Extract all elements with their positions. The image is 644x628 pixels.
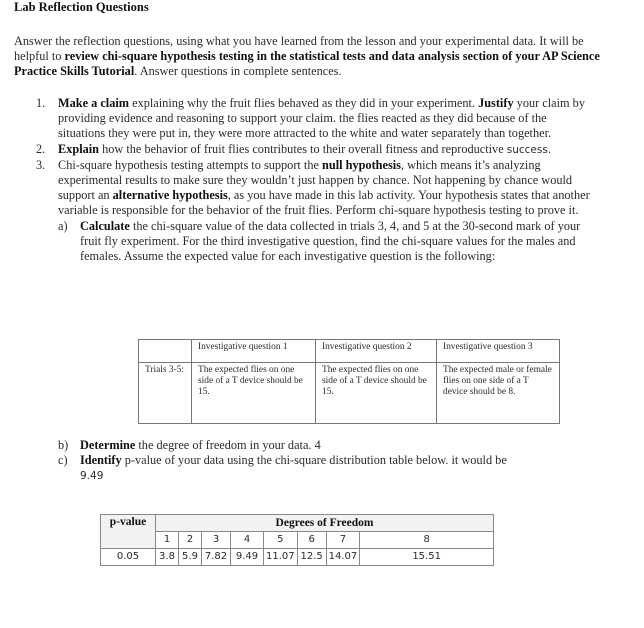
dof-cell: 3 (202, 532, 231, 549)
subquestion-letter: a) (58, 218, 68, 233)
bold-term: alternative hypothesis (112, 188, 228, 203)
critical-value-cell: 7.82 (202, 549, 231, 566)
pvalue-cell: 0.05 (101, 549, 156, 566)
pvalue-header: p-value (101, 515, 156, 549)
question-number: 1. (36, 96, 46, 110)
subquestion-letter: b) (58, 438, 69, 452)
question-text: , which means it’s analyzing experimental results to make sure they wouldn’t just happen by chance. Not happening by chance would support an (58, 157, 573, 203)
subquestion-text: p-value of your data using the chi-square distribution table below. it would be (121, 453, 507, 468)
question-list (36, 96, 596, 264)
dof-cell: 2 (179, 532, 202, 549)
dof-cell: 8 (360, 532, 494, 549)
table-header-cell (139, 340, 192, 363)
dof-cell: 1 (156, 532, 179, 549)
question-text: Chi-square hypothesis testing attempts to support the (58, 157, 323, 172)
question-3 (36, 158, 596, 264)
dof-header: Degrees of Freedom (156, 515, 494, 532)
question-text: your claim by providing evidence and reasoning to support your claim. the flies reacted as they did because of the situations they were put in, they were more attracted to the white and water separately than together. (58, 96, 585, 141)
critical-value-cell: 3.8 (156, 549, 179, 566)
subquestion-a (58, 219, 596, 265)
page-title: Lab Reflection Questions (14, 0, 149, 14)
dof-cell: 6 (297, 532, 326, 549)
question-text: explaining why the fruit flies behaved as they did in your experiment. (129, 96, 479, 110)
critical-value-cell: 15.51 (360, 549, 494, 566)
critical-value-cell: 14.07 (326, 549, 360, 566)
question-number: 2. (36, 141, 46, 156)
table-header-cell: Investigative question 3 (437, 340, 560, 363)
dof-cell: 5 (264, 532, 298, 549)
critical-value-cell: 11.07 (264, 549, 298, 566)
question-number: 3. (36, 157, 46, 172)
dof-cell: 4 (231, 532, 264, 549)
intro-paragraph (14, 34, 604, 80)
table-cell: The expected male or female flies on one side of a T device should be 8. (437, 363, 560, 424)
bold-term: null hypothesis (322, 157, 401, 172)
answer-text: success. (506, 143, 552, 156)
subquestion-text: the degree of freedom in your data. 4 (135, 438, 321, 452)
subquestion-b (58, 438, 598, 453)
chi-square-distribution-table (100, 514, 494, 566)
intro-text-end: . Answer questions in complete sentences. (134, 64, 342, 79)
bold-term: Calculate (80, 218, 130, 233)
intro-bold-text: review chi-square hypothesis testing in the statistical tests and data analysis section of your AP Science Practice Skills Tutorial (14, 49, 600, 79)
bold-term: Make a claim (58, 96, 130, 110)
bold-term: Explain (58, 141, 100, 156)
question-text: , as you have made in this lab activity. Your hypothesis states that another variable is responsible for the behavior of the fruit flies. Perform chi-square hypothesis testing to prove it. (58, 188, 590, 218)
critical-value-cell: 12.5 (297, 549, 326, 566)
table-cell: The expected flies on one side of a T device should be 15. (316, 363, 437, 424)
table-cell: Trials 3-5: (139, 363, 192, 424)
bold-term: Justify (478, 96, 514, 110)
table-header-cell: Investigative question 1 (192, 340, 316, 363)
intro-text: Answer the reflection questions, using what you have learned from the lesson and your experimental data. It will be helpful to (14, 34, 584, 64)
bold-term: Determine (80, 438, 136, 452)
table-header-cell: Investigative question 2 (316, 340, 437, 363)
question-text: how the behavior of fruit flies contributes to their overall fitness and reproductive (99, 141, 507, 156)
expected-values-table (138, 339, 560, 424)
subquestion-letter: c) (58, 453, 68, 468)
question-1 (36, 96, 596, 142)
subquestion-c (58, 453, 598, 484)
dof-cell: 7 (326, 532, 360, 549)
critical-value-cell: 9.49 (231, 549, 264, 566)
subquestions-bc (58, 438, 598, 485)
subquestion-text: the chi-square value of the data collected in trials 3, 4, and 5 at the 30-second mark of your fruit fly experiment. For the third investigative question, find the chi-square values for the males and females. Assume the expected value for each investigative question is the following: (80, 218, 581, 264)
question-2 (36, 142, 596, 158)
bold-term: Identify (80, 453, 122, 468)
critical-value-cell: 5.9 (179, 549, 202, 566)
table-cell: The expected flies on one side of a T device should be 15. (192, 363, 316, 424)
answer-text: 9.49 (80, 470, 104, 483)
